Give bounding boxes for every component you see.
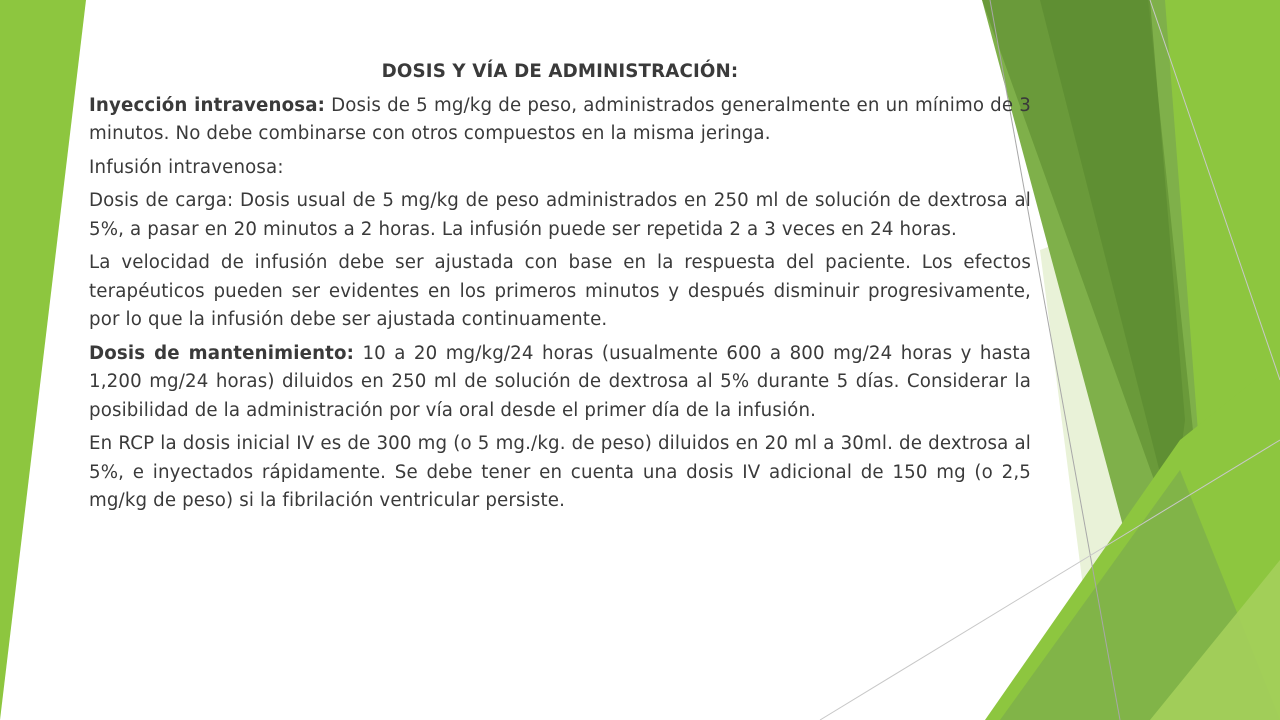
mantenimiento-text: 10 a 20 mg/kg/24 horas (usualmente 600 a 800 mg/24 horas y hasta 1,200 mg/24 horas) diluidos en 250 ml de solución de dextrosa al 5% durante 5 días. Considerar la posibilidad de la administración por vía oral desde el primer día de la infusión. <box>89 342 1032 421</box>
paragraph-dosis-carga: Dosis de carga: Dosis usual de 5 mg/kg de peso administrados en 250 ml de solución de dextrosa al 5%, a pasar en 20 minutos a 2 horas. La infusión puede ser repetida 2 a 3 veces en 24 horas. <box>89 190 1031 240</box>
inyeccion-text: Dosis de 5 mg/kg de peso, administrados generalmente en un mínimo de 3 minutos. No debe combinarse con otros compuestos en la misma jeringa. <box>89 94 1031 144</box>
paragraph-inyeccion <box>89 92 1031 149</box>
paragraph-velocidad: La velocidad de infusión debe ser ajustada con base en la respuesta del paciente. Los efectos terapéuticos pueden ser evidentes en los primeros minutos y después disminuir progresivamente, por lo que la infusión debe ser ajustada continuamente. <box>89 252 1031 330</box>
infusion-label: Infusión intravenosa: <box>89 156 284 178</box>
paragraph-mantenimiento <box>89 340 1031 426</box>
slide-heading: DOSIS Y VÍA DE ADMINISTRACIÓN: <box>381 61 739 82</box>
inyeccion-label: Inyección intravenosa: <box>89 94 326 116</box>
paragraph-rcp: En RCP la dosis inicial IV es de 300 mg (o 5 mg./kg. de peso) diluidos en 20 ml a 30ml. de dextrosa al 5%, e inyectados rápidamente. Se debe tener en cuenta una dosis IV adicional de 150 mg (o 2,5 mg/kg de peso) si la fibrilación ventricular persiste. <box>89 433 1031 511</box>
mantenimiento-label: Dosis de mantenimiento: <box>89 342 355 364</box>
text-content <box>89 58 1031 521</box>
left-green-stripe <box>0 0 86 720</box>
paragraph-infusion-label <box>89 154 1031 183</box>
